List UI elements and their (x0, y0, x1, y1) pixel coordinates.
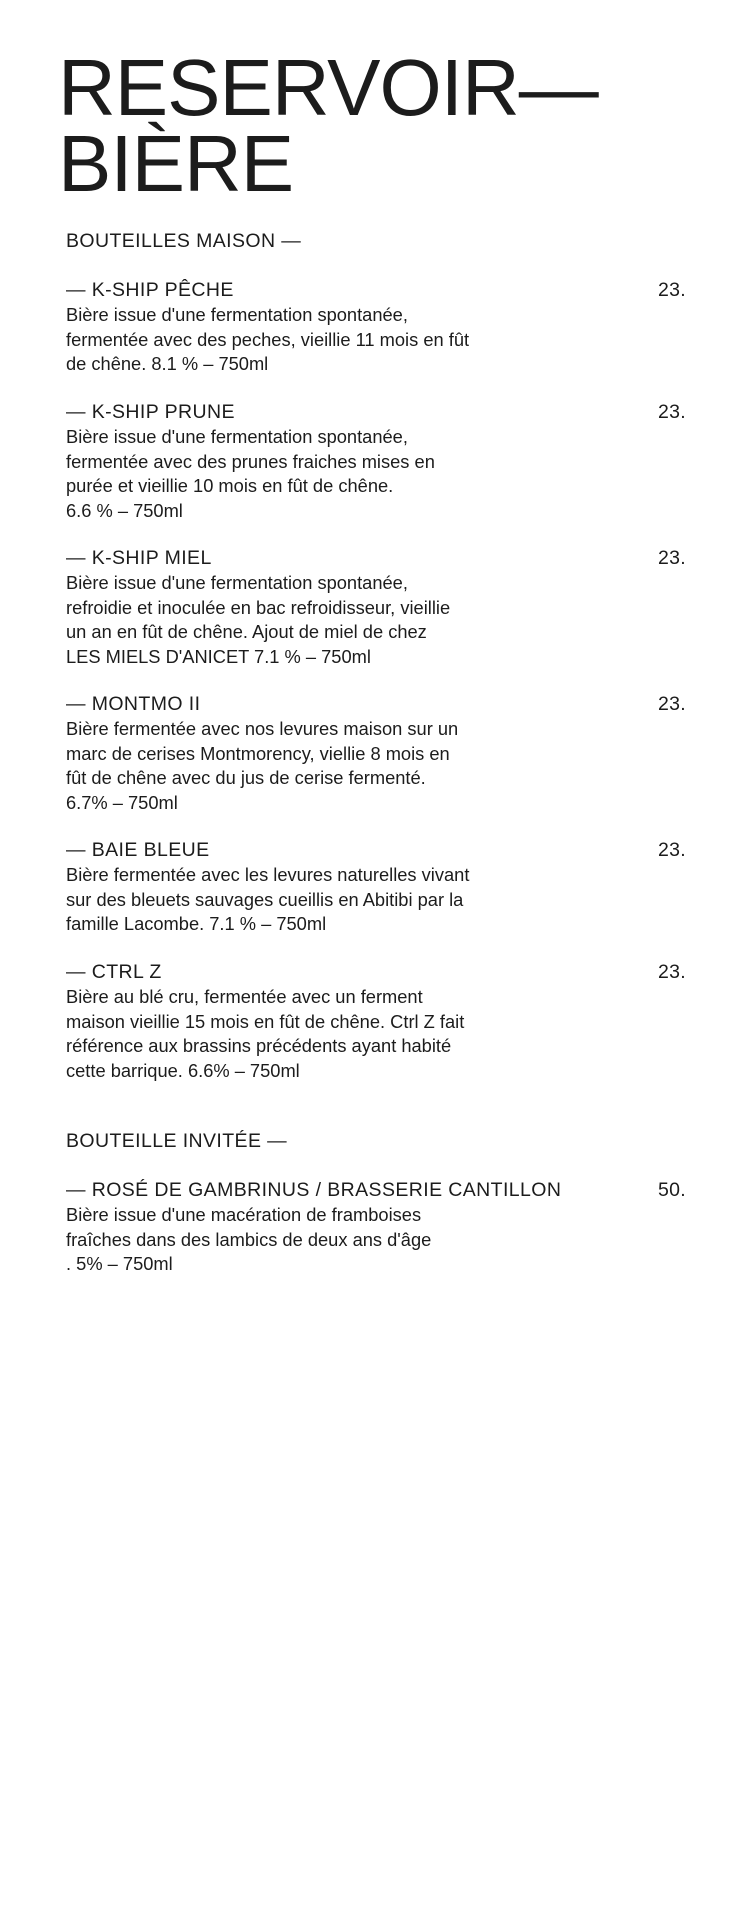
menu-item-k-ship-peche (66, 278, 686, 377)
item-description: Bière fermentée avec nos levures maison sur un marc de cerises Montmorency, viellie 8 mois en fût de chêne avec du jus de cerise fermenté. 6.7% – 750ml (66, 718, 459, 813)
item-name: — MONTMO II (66, 693, 201, 715)
menu-item-rose-de-gambrinus (66, 1178, 686, 1277)
menu-item-k-ship-prune (66, 400, 686, 523)
menu-item-ctrl-z (66, 960, 686, 1083)
page-title-line-2: BIÈRE (58, 119, 294, 208)
page-title-line-1: RESERVOIR— (58, 43, 598, 132)
section-heading-bouteilles-maison: BOUTEILLES MAISON — (66, 230, 302, 252)
item-price: 23. (657, 279, 686, 301)
menu-item-baie-bleue (66, 838, 686, 937)
item-name: — K-SHIP PRUNE (66, 401, 235, 423)
menu-item-montmo-ii (66, 692, 686, 815)
item-description: Bière issue d'une fermentation spontanée, fermentée avec des peches, vieillie 11 mois en fût de chêne. 8.1 % – 750ml (66, 304, 470, 374)
item-description: Bière issue d'une macération de framboises fraîches dans des lambics de deux ans d'âge . 5% – 750ml (66, 1204, 432, 1274)
item-name: — ROSÉ DE GAMBRINUS / BRASSERIE CANTILLON (66, 1179, 562, 1201)
item-price: 23. (657, 839, 686, 861)
item-name: — BAIE BLEUE (66, 839, 210, 861)
item-price: 23. (657, 693, 686, 715)
item-description: Bière au blé cru, fermentée avec un ferment maison vieillie 15 mois en fût de chêne. Ctrl Z fait référence aux brassins précédents ayant habité cette barrique. 6.6% – 750ml (66, 986, 465, 1081)
item-description: Bière fermentée avec les levures naturelles vivant sur des bleuets sauvages cueillis en Abitibi par la famille Lacombe. 7.1 % – 750ml (66, 864, 470, 934)
item-name: — K-SHIP MIEL (66, 547, 212, 569)
item-description: Bière issue d'une fermentation spontanée, fermentée avec des prunes fraiches mises en purée et vieillie 10 mois en fût de chêne. 6.6 % – 750ml (66, 426, 435, 521)
item-price: 23. (657, 961, 686, 983)
item-price: 23. (657, 547, 686, 569)
section-heading-bouteille-invitee: BOUTEILLE INVITÉE — (66, 1130, 288, 1152)
item-price: 50. (657, 1179, 686, 1201)
page-title (58, 43, 598, 208)
menu-item-k-ship-miel (66, 546, 686, 669)
item-price: 23. (657, 401, 686, 423)
item-name: — K-SHIP PÊCHE (66, 279, 234, 301)
item-name: — CTRL Z (66, 961, 162, 983)
item-description: Bière issue d'une fermentation spontanée, refroidie et inoculée en bac refroidisseur, vieillie un an en fût de chêne. Ajout de miel de chez LES MIELS D'ANICET 7.1 % – 750ml (66, 572, 451, 667)
